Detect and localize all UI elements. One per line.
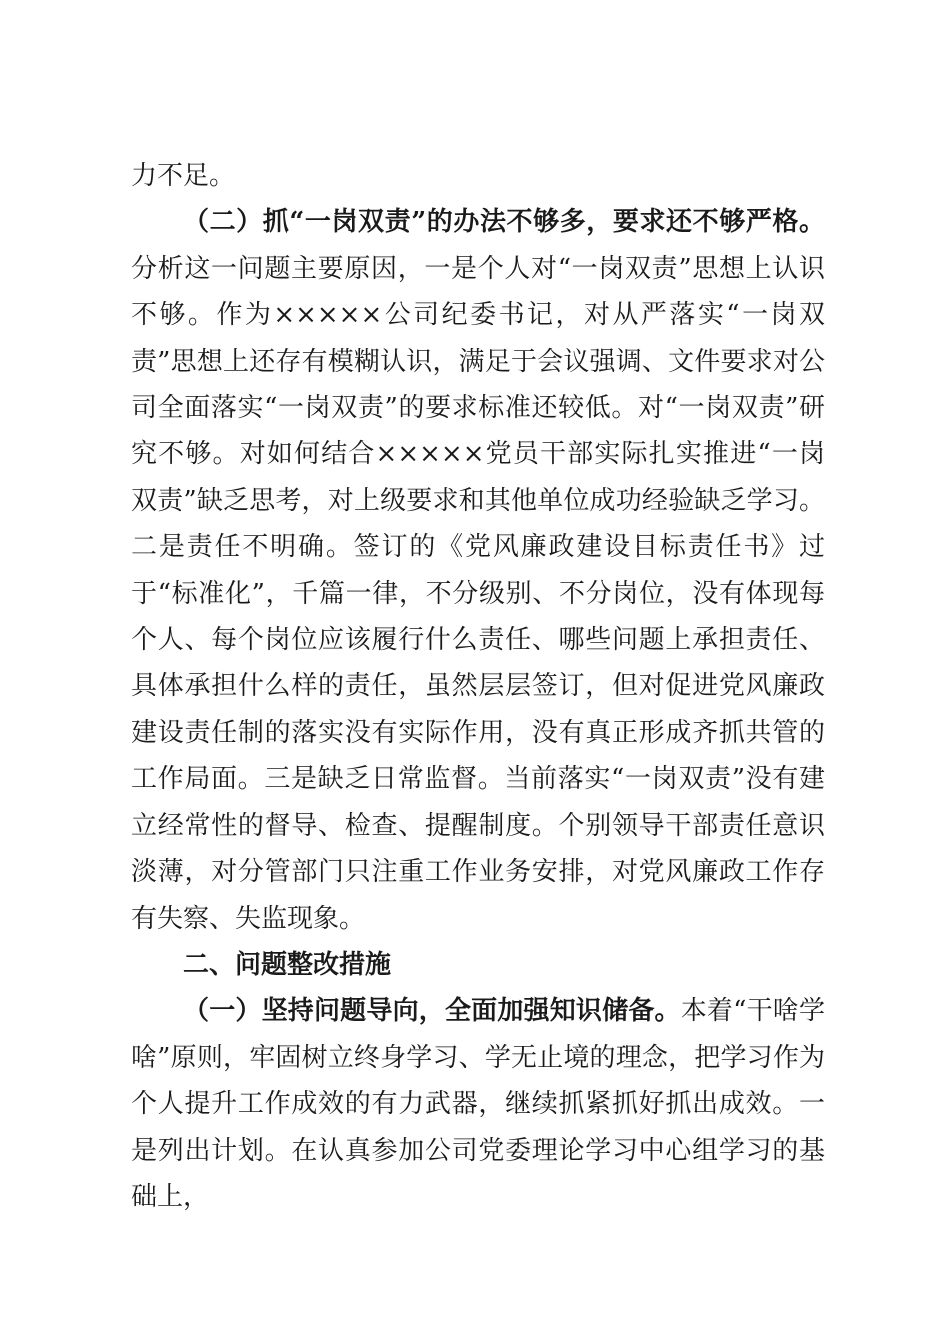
section-heading-rectification: 二、问题整改措施 <box>183 949 392 980</box>
paragraph-one-gang-shuang-ze <box>131 199 825 942</box>
paragraph-lead-heading: （一）坚持问题导向，全面加强知识储备。 <box>183 996 681 1027</box>
paragraph-body-text: 本着“干啥学啥”原则，牢固树立终身学习、学无止境的理念，把学习作为个人提升工作成效的有力武器，继续抓紧抓好抓出成效。一是列出计划。在认真参加公司党委理论学习中心组学习的基础上， <box>131 996 825 1212</box>
document-body <box>131 153 825 1220</box>
paragraph-continuation: 力不足。 <box>131 161 236 191</box>
paragraph-body-text: 分析这一问题主要原因，一是个人对“一岗双责”思想上认识不够。作为×××××公司纪委书记，对从严落实“一岗双责”思想上还存有模糊认识，满足于会议强调、文件要求对公司全面落实“一岗双责”的要求标准还较低。对“一岗双责”研究不够。对如何结合×××××党员干部实际扎实推进“一岗双责”缺乏思考，对上级要求和其他单位成功经验缺乏学习。二是责任不明确。签订的《党风廉政建设目标责任书》过于“标准化”，千篇一律，不分级别、不分岗位，没有体现每个人、每个岗位应该履行什么责任、哪些问题上承担责任、具体承担什么样的责任，虽然层层签订，但对促进党风廉政建设责任制的落实没有实际作用，没有真正形成齐抓共管的工作局面。三是缺乏日常监督。当前落实“一岗双责”没有建立经常性的督导、检查、提醒制度。个别领导干部责任意识淡薄，对分管部门只注重工作业务安排，对党风廉政工作存有失察、失监现象。 <box>131 253 825 934</box>
paragraph-lead-heading: （二）抓“一岗双责”的办法不够多，要求还不够严格。 <box>183 207 825 238</box>
paragraph-problem-oriented <box>131 988 825 1220</box>
